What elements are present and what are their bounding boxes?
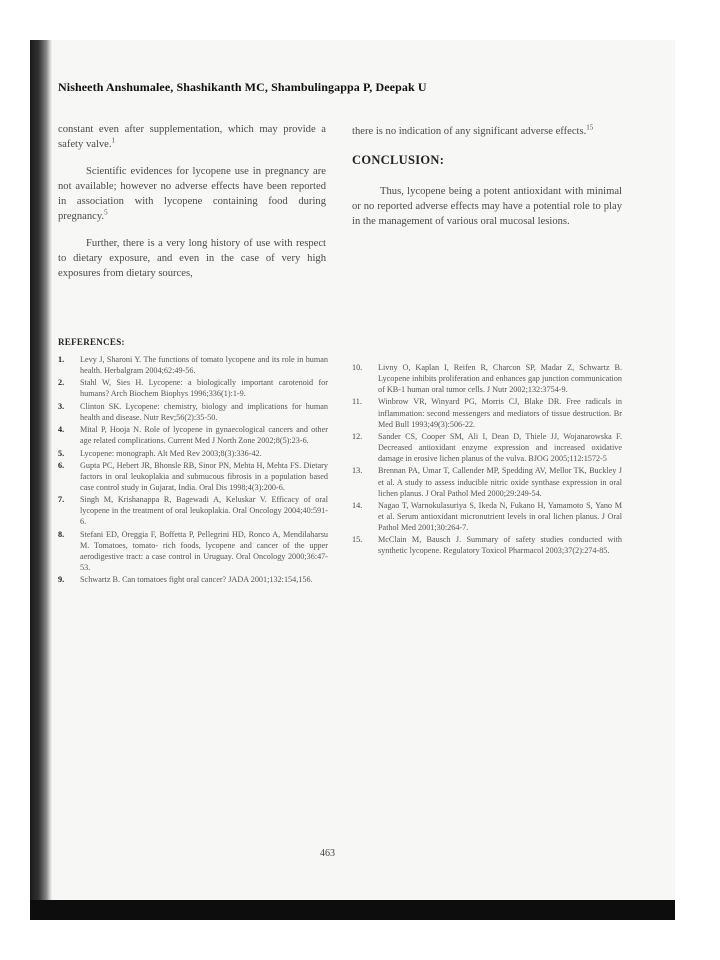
body-paragraph: constant even after supplementation, which may provide a safety valve.$^1$ <box>58 124 326 150</box>
reference-number: 9. <box>58 575 65 585</box>
book-binding-shadow <box>30 40 52 920</box>
reference-text: McClain M, Bausch J. Summary of safety studies conducted with synthetic lycopene. Regulatory Toxicol Pharmacol 2003;37(2):274-85. <box>378 535 622 556</box>
reference-number: 10. <box>352 363 363 372</box>
right-body-column <box>352 124 622 241</box>
reference-number: 14. <box>352 500 363 510</box>
reference-text: Brennan PA, Umar T, Callender MP, Spedding AV, Mellor TK, Buckley J et al. A study to assess inducible nitric oxide synthase expression in oral lichen planus. J Oral Pathol Med 2000;29:249-54. <box>378 466 622 498</box>
reference-text: Levy J, Sharoni Y. The functions of tomato lycopene and its role in human health. Herbalgram 2004;62:49-56. <box>80 355 328 376</box>
reference-number: 15. <box>352 535 363 545</box>
reference-number: 5. <box>58 448 65 458</box>
reference-item <box>58 377 328 399</box>
page-number: 463 <box>320 848 335 859</box>
reference-text: Lycopene: monograph. Alt Med Rev 2003;8(3):336-42. <box>80 448 262 458</box>
reference-text: Mital P, Hooja N. Role of lycopene in gynaecological cancers and other age related complications. Current Med J North Zone 2002;8(5):23-6. <box>80 425 328 446</box>
reference-text: Gupta PC, Hebert JR, Bhonsle RB, Sinor PN, Mehta H, Mehta FS. Dietary factors in oral leukoplakia and submucous fibrosis in a population based case control study in Gujarat, India. Oral Dis 1998;4(3):200-6. <box>80 460 328 492</box>
reference-item <box>58 354 328 376</box>
references-list-left <box>58 354 328 587</box>
scan-bottom-edge <box>30 900 675 920</box>
reference-item <box>352 396 622 429</box>
reference-number: 6. <box>58 460 65 470</box>
author-header: Nisheeth Anshumalee, Shashikanth MC, Shambulingappa P, Deepak U <box>58 80 427 94</box>
reference-item <box>58 401 328 423</box>
reference-number: 1. <box>58 355 65 364</box>
reference-item <box>352 431 622 464</box>
body-paragraph: Scientific evidences for lycopene use in pregnancy are not available; however no adverse effects have been reported in association with lycopene containing food during pregnancy.$^5$ <box>58 166 326 222</box>
reference-text: Nagao T, Warnokulasuriya S, Ikeda N, Fukano H, Yamamoto S, Yano M et al. Serum antioxidant micronutrient levels in oral lichen planus. J Oral Pathol Med 2001;30:264-7. <box>378 500 622 533</box>
reference-number: 3. <box>58 401 65 411</box>
left-body-column <box>58 122 326 293</box>
reference-item <box>58 529 328 573</box>
reference-number: 13. <box>352 466 363 476</box>
reference-item <box>352 362 622 395</box>
reference-text: Winbrow VR, Winyard PG, Morris CJ, Blake DR. Free radicals in inflammation: second messengers and mediators of tissue destruction. Br Med Bull 1993;49(3):506-22. <box>378 397 622 429</box>
reference-number: 7. <box>58 495 65 505</box>
reference-text: Stahl W, Sies H. Lycopene: a biologically important carotenoid for humans? Arch Biochem Biophys 1996;336(1):1-9. <box>80 378 328 399</box>
reference-text: Clinton SK. Lycopene: chemistry, biology and implications for human health and disease. Nutr Rev;56(2):35-50. <box>80 401 328 422</box>
references-heading: REFERENCES: <box>58 337 125 347</box>
reference-text: Sander CS, Cooper SM, Ali I, Dean D, Thiele JJ, Wojanarowska F. Decreased antioxidant enzyme expression and increased oxidative damage in erosive lichen planus of the vulva. BJOG 2005;112:1572-5 <box>378 431 622 464</box>
reference-number: 8. <box>58 529 65 539</box>
reference-item <box>58 574 328 585</box>
reference-item <box>352 465 622 498</box>
reference-item <box>58 424 328 446</box>
reference-text: Livny O, Kaplan I, Reifen R, Charcon SP, Madar Z, Schwartz B. Lycopene inhibits proliferation and enhances gap junction communication of KB-1 human oral tumor cells. J Nutr 2002;132:3754-9. <box>378 363 622 395</box>
reference-number: 2. <box>58 378 65 388</box>
reference-item <box>58 494 328 527</box>
reference-item <box>352 534 622 556</box>
reference-number: 12. <box>352 431 363 441</box>
body-paragraph: Further, there is a very long history of use with respect to dietary exposure, and even in the case of very high exposures from dietary sources, <box>58 238 326 279</box>
reference-text: Stefani ED, Oreggia F, Boffetta P, Pellegrini HD, Ronco A, Mendilaharsu M. Tomatoes, tomato- rich foods, lycopene and cancer of the upper aerodigestive tract: a case control in Uruguay. Oral Oncology 2000;36:47-53. <box>80 529 328 572</box>
reference-number: 11. <box>352 397 362 407</box>
conclusion-paragraph: Thus, lycopene being a potent antioxidant with minimal or no reported adverse effects may have a potential role to play in the management of various oral mucosal lesions. <box>352 186 622 227</box>
reference-number: 4. <box>58 425 65 435</box>
reference-item <box>352 500 622 533</box>
references-list-right <box>352 362 622 558</box>
reference-text: Singh M, Krishanappa R, Bagewadi A, Keluskar V. Efficacy of oral lycopene in the treatment of oral leukoplakia. Oral Oncology 2004;40:591-6. <box>80 495 328 527</box>
conclusion-heading: CONCLUSION: <box>352 153 445 167</box>
reference-item <box>58 460 328 493</box>
body-paragraph: there is no indication of any significant adverse effects.$^{15}$ <box>352 123 594 137</box>
reference-text: Schwartz B. Can tomatoes fight oral cancer? JADA 2001;132:154,156. <box>80 575 313 585</box>
reference-item <box>58 448 328 459</box>
